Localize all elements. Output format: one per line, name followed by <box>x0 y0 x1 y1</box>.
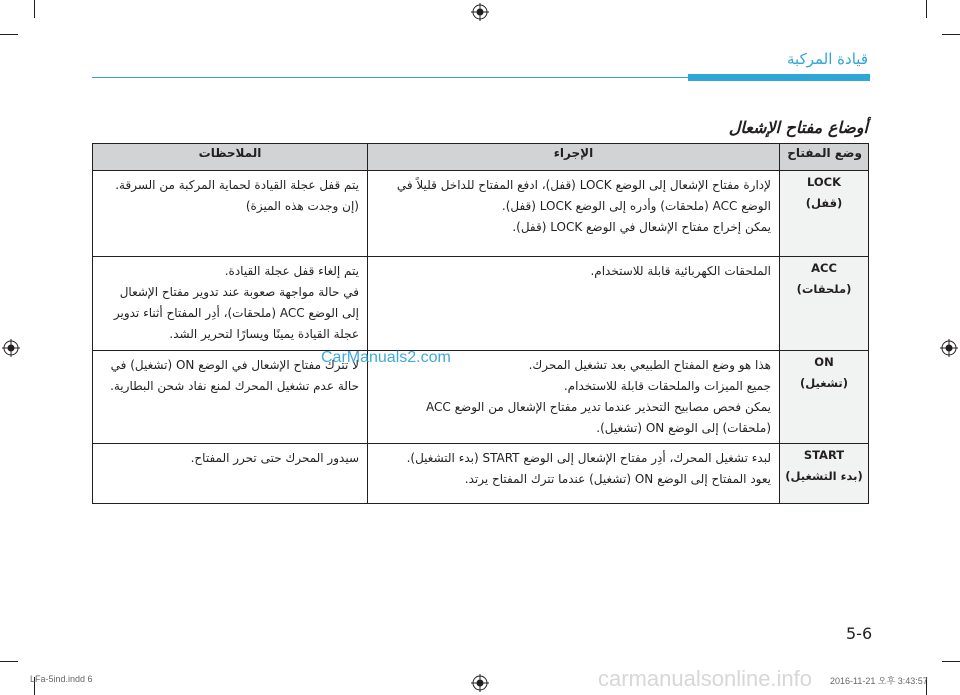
notes-text: إلى الوضع ACC (ملحقات)، أدِر المفتاح أثناء تدوير <box>113 306 359 320</box>
notes-text: لا تترك مفتاح الإشعال في الوضع ON (تشغيل) في <box>110 358 359 372</box>
section-accent-bar <box>688 74 870 81</box>
watermark: CarManuals2.com <box>321 349 451 366</box>
table-row <box>93 444 869 504</box>
table-row <box>93 351 869 444</box>
action-text: جميع الميزات والملحقات قابلة للاستخدام. <box>563 379 771 393</box>
footer-date-label: 2016-11-21 오후 3:43:57 <box>830 676 928 686</box>
crop-mark-top-right-v <box>926 0 927 18</box>
action-cell <box>368 171 780 257</box>
notes-text: سيدور المحرك حتى تحرر المفتاح. <box>190 451 359 465</box>
registration-mark-icon <box>471 3 489 21</box>
position-cell <box>780 351 869 444</box>
crop-mark-bottom-right-h <box>942 661 960 662</box>
column-header-position: وضع المفتاح <box>780 144 869 171</box>
position-cell <box>780 171 869 257</box>
table-header-row <box>93 144 869 171</box>
ignition-positions-table <box>92 143 869 504</box>
registration-mark-icon <box>940 339 958 357</box>
notes-text: يتم إلغاء قفل عجلة القيادة. <box>224 264 359 278</box>
position-label: (ملحقات) <box>796 282 852 296</box>
column-header-notes: الملاحظات <box>93 144 368 171</box>
notes-text: في حالة مواجهة صعوبة عند تدوير مفتاح الإشعال <box>119 285 359 299</box>
notes-text: (إن وجدت هذه الميزة) <box>245 199 359 213</box>
position-label: (تشغيل) <box>800 376 848 390</box>
crop-mark-bottom-left-h <box>0 661 18 662</box>
notes-text: حالة عدم تشغيل المحرك لمنع نفاد شحن البطارية. <box>110 379 359 393</box>
action-text: الوضع ACC (ملحقات) وأدره إلى الوضع LOCK (قفل). <box>501 199 771 213</box>
table-row <box>93 257 869 351</box>
action-text: لبدء تشغيل المحرك، أدِر مفتاح الإشعال إلى الوضع START (بدء التشغيل). <box>406 451 771 465</box>
action-cell <box>368 444 780 504</box>
position-label: (قفل) <box>805 196 843 210</box>
page-heading: أوضاع مفتاح الإشعال <box>728 118 868 137</box>
crop-mark-top-left-v <box>34 0 35 18</box>
registration-mark-icon <box>2 339 20 357</box>
crop-mark-top-right-h <box>942 34 960 35</box>
notes-cell <box>93 257 368 351</box>
section-title: قيادة المركبة <box>787 50 868 68</box>
notes-text: يتم قفل عجلة القيادة لحماية المركبة من السرقة. <box>115 178 359 192</box>
footer-site-watermark: carmanualsonline.info <box>598 666 813 691</box>
action-text: يعود المفتاح إلى الوضع ON (تشغيل) عندما تترك المفتاح يرتد. <box>464 472 771 486</box>
crop-mark-top-left-h <box>0 34 18 35</box>
position-label: (بدء التشغيل) <box>785 469 863 483</box>
notes-cell <box>93 444 368 504</box>
action-text: الملحقات الكهربائية قابلة للاستخدام. <box>590 264 771 278</box>
table-row <box>93 171 869 257</box>
notes-text: عجلة القيادة يمينًا ويسارًا لتحرير الشد. <box>169 327 359 341</box>
registration-mark-icon <box>471 674 489 692</box>
footer-file-label: LFa-5ind.indd 6 <box>30 674 93 684</box>
position-code: ON <box>814 355 834 369</box>
column-header-action: الإجراء <box>368 144 780 171</box>
action-cell <box>368 257 780 351</box>
page-number: 5-6 <box>846 624 873 643</box>
section-divider <box>92 77 688 78</box>
action-text: يمكن فحص مصابيح التحذير عندما تدير مفتاح الإشعال من الوضع ACC <box>426 400 771 414</box>
action-text: لإدارة مفتاح الإشعال إلى الوضع LOCK (قفل)، ادفع المفتاح للداخل قليلاً في <box>396 178 771 192</box>
position-cell <box>780 444 869 504</box>
notes-cell <box>93 171 368 257</box>
position-code: LOCK <box>806 175 842 189</box>
position-code: ACC <box>811 261 837 275</box>
position-code: START <box>803 448 845 462</box>
action-text: هذا هو وضع المفتاح الطبيعي بعد تشغيل المحرك. <box>528 358 771 372</box>
action-text: يمكن إخراج مفتاح الإشعال في الوضع LOCK (قفل). <box>512 220 771 234</box>
action-text: (ملحقات) إلى الوضع ON (تشغيل). <box>596 421 771 435</box>
position-cell <box>780 257 869 351</box>
